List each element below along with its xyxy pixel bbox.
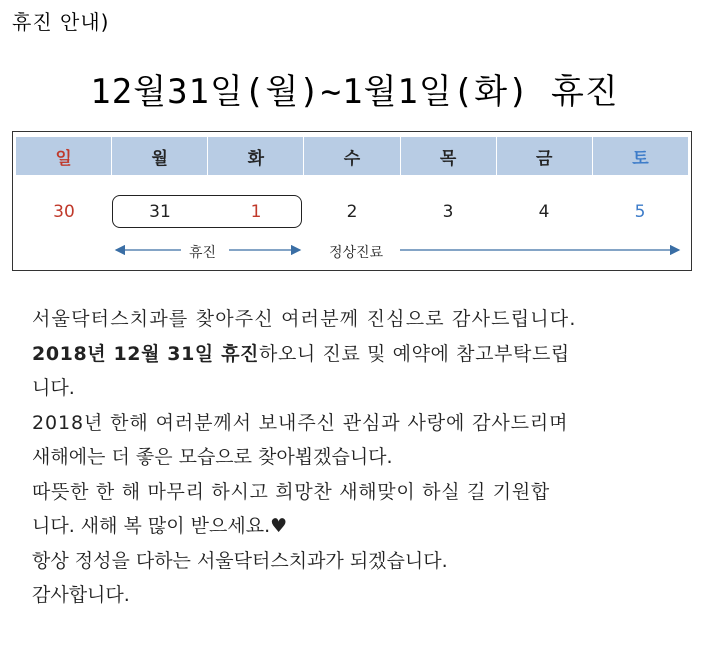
headline: 12월31일(월)~1월1일(화) 휴진 (90, 72, 619, 112)
calendar (12, 131, 692, 271)
message-line: 감사합니다. (32, 584, 130, 606)
message-line: 새해에는 더 좋은 모습으로 찾아뵙겠습니다. (32, 446, 393, 468)
message-line: 서울닥터스치과를 찾아주신 여러분께 진심으로 감사드립니다. (32, 308, 577, 330)
weekday-mon: 월 (112, 137, 208, 175)
date-cell: 1 (250, 202, 262, 222)
message-line: 니다. (32, 377, 75, 399)
calendar-header (16, 137, 688, 175)
message-line: 따뜻한 한 해 마무리 하시고 희망찬 새해맞이 하실 길 기원합 (32, 480, 550, 503)
date-cell: 31 (149, 202, 171, 222)
weekday-tue: 화 (208, 137, 304, 175)
weekday-thu: 목 (401, 137, 497, 175)
notice-label: 휴진 안내) (12, 10, 110, 34)
date-cell: 3 (442, 202, 454, 222)
normal-label: 정상진료 (329, 245, 384, 261)
date-cell: 4 (538, 202, 550, 222)
message-body (32, 302, 672, 613)
message-line: 니다. 새해 복 많이 받으세요.♥ (32, 515, 288, 537)
holiday-label: 휴진 (189, 245, 217, 261)
weekday-wed: 수 (304, 137, 400, 175)
date-cell: 30 (53, 202, 75, 222)
message-line: 2018년 한해 여러분께서 보내주신 관심과 사랑에 감사드리며 (32, 411, 569, 434)
calendar-arrows (13, 232, 693, 268)
message-line (32, 337, 672, 372)
holiday-date-text: 2018년 12월 31일 휴진 (32, 342, 259, 365)
weekday-sun: 일 (16, 137, 112, 175)
weekday-sat: 토 (632, 148, 649, 169)
weekday-fri: 금 (497, 137, 593, 175)
message-text: 하오니 진료 및 예약에 참고부탁드립 (258, 342, 570, 365)
date-cell: 2 (346, 202, 358, 222)
date-cell: 5 (634, 202, 646, 222)
calendar-dates (16, 192, 688, 232)
message-line: 항상 정성을 다하는 서울닥터스치과가 되겠습니다. (32, 549, 448, 572)
